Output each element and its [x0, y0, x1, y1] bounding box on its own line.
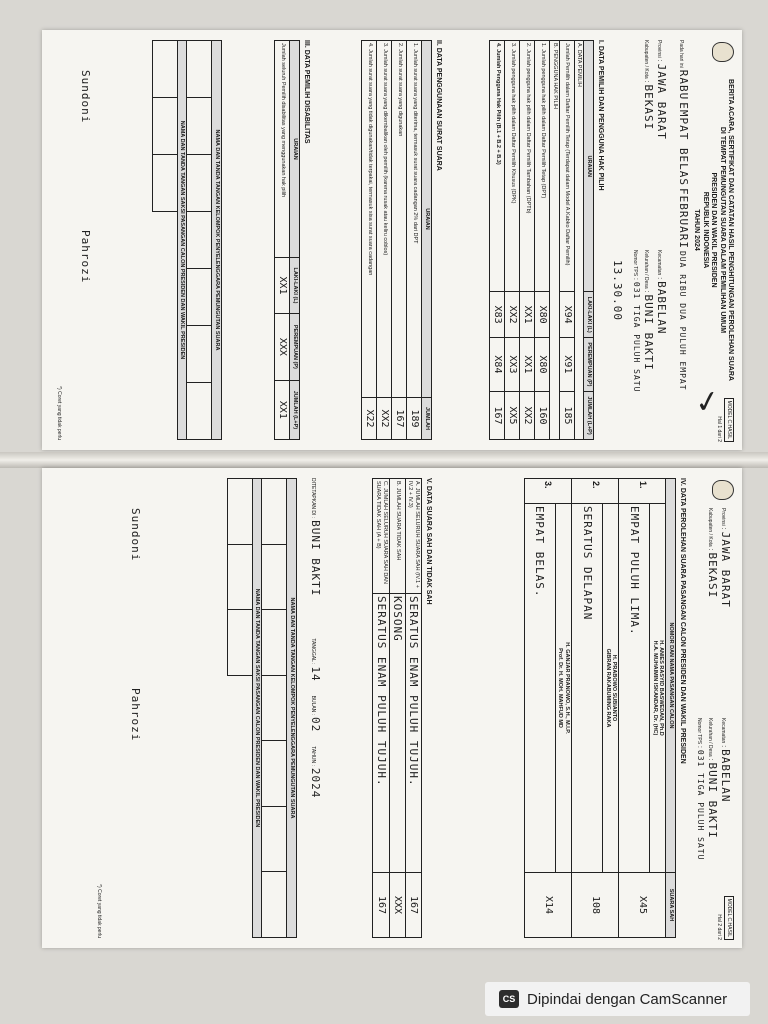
table-row: Jumlah Pemilih dalam Daftar Pemilih Tetap (Terdapat dalam Model A.Kabko Daftar Pemilih) X94 X91 185: [559, 41, 574, 440]
form-page-2-content: [42, 468, 742, 948]
section-5-title: V. DATA SUARA SAH DAN TIDAK SAH: [425, 478, 432, 605]
location-right: Kecamatan : BABELAN Kelurahan / Desa : BUNI BAKTI Nomor TPS : 031 TIGA PULUH SATU: [696, 718, 732, 861]
location-right: Kecamatan : BABELAN Kelurahan / Desa : BUNI BAKTI Nomor TPS : 031 TIGA PULUH SATU: [632, 250, 668, 393]
date-value: EMPAT BELAS: [677, 102, 690, 187]
table-row: B. JUMLAH SUARA TIDAK SAH KOSONG XXX: [389, 479, 405, 938]
signature-kpps: NAMA DAN TANDA TANGAN KELOMPOK PENYELENGGARA PEMUNGUTAN SUARA NAMA DAN TANDA TANGAN SAKSI PASANGAN CALON PRESIDEN DAN WAKIL PRESIDEN: [227, 478, 297, 938]
established-line: DITETAPKAN DI : BUNI BAKTI TANGGAL : 14 BULAN : 02 TAHUN : 2024: [309, 478, 322, 799]
form-code: MODEL C.HASIL: [724, 398, 734, 442]
kpu-logo-icon: [712, 42, 734, 62]
table-voters: URAIAN LAKI-LAKI (L) PEREMPUAN (P) JUMLAH (L+P) A. DATA PEMILIH Jumlah Pemilih dalam Daftar Pemilih Tetap (Terdapat dalam Model A.Kabko Daftar Pemilih) X94 X91 185 B. PENGGUNA HAK PILIH 1. Jumlah pengguna hak pilih dalam Daftar Pemilih Tetap (DPT) X80 X80 160 2. Jumlah pengguna hak pilih dalam Daftar Pemilih Tambahan (DPTb) XX1 XX1 XX2 3. Jumlah pengguna hak pilih dalam Daftar Pemilih Khusus (DPK) XX2 XX3 XX5 4. Jumlah Pengguna Hak Pilih (B.1 + B.2 + B.3) X83 X84 167: [489, 40, 594, 440]
signature-2: Pahrozi: [79, 230, 92, 284]
table-row: Jumlah seluruh Pemilih disabilitas yang menggunakan hak pilih XX1 XXX XX1: [275, 41, 290, 440]
camscanner-icon: CS: [499, 990, 519, 1008]
table-ballots: URAIAN JUMLAH 1. Jumlah surat suara yang diterima, termasuk surat suara cadangan 2% dari DPT 189 2. Jumlah surat suara yang digunakan 167 3. Jumlah surat suara yang dikembalikan oleh pemilih (karena rusak atau keliru coblos) XX2 4. Jumlah surat suara yang tidak digunakan/tidak terpakai, termasuk sisa surat suara cadangan X22: [361, 40, 432, 440]
table-candidates: NOMOR DAN NAMA PASANGAN CALON SUARA SAH 1. H. ANIES RASYID BASWEDAN, Ph.D H.A. MUHAIMIN ISKANDAR, Dr. (HC) X45 EMPAT PULUH LIMA. 2. H. PRABOWO SUBIANTO GIBRAN RAKABUMING RAKA 108 SERATUS DELAPAN 3. H. GANJAR PRANOWO, S.H., M.I.P. Prof. Dr. H. MOH. MAHFUD MD X14 EMPAT BELAS.: [524, 478, 676, 938]
table-row: 4. Jumlah surat suara yang tidak digunakan/tidak terpakai, termasuk sisa surat suara cadangan X22: [362, 41, 377, 440]
section-3-title: III. DATA PEMILIH DISABILITAS: [303, 40, 310, 144]
form-page-1-content: [42, 30, 742, 450]
table-row: 3. H. GANJAR PRANOWO, S.H., M.I.P. Prof. Dr. H. MOH. MAHFUD MD X14: [555, 479, 571, 938]
table-row: 3. Jumlah pengguna hak pilih dalam Daftar Pemilih Khusus (DPK) XX2 XX3 XX5: [505, 41, 520, 440]
location-left: Provinsi : JAWA BARAT Kabupaten / Kota : BEKASI: [705, 508, 732, 608]
section-4-title: IV. DATA PEROLEHAN SUARA PASANGAN CALON PRESIDEN DAN WAKIL PRESIDEN: [679, 478, 686, 764]
table-row: A. JUMLAH SELURUH SUARA SAH (IV.1 + IV.2 + IV.3) SERATUS ENAM PULUH TUJUH. 167: [405, 479, 421, 938]
signature-1: Sundoni: [129, 508, 142, 562]
table-row: 1. Jumlah pengguna hak pilih dalam Daftar Pemilih Tetap (DPT) X80 X80 160: [535, 41, 550, 440]
table-row: 2. Jumlah pengguna hak pilih dalam Daftar Pemilih Tambahan (DPTb) XX1 XX1 XX2: [520, 41, 535, 440]
section-1-title: I. DATA PEMILIH DAN PENGGUNA HAK PILIH: [597, 40, 604, 191]
table-row: 1. Jumlah surat suara yang diterima, termasuk surat suara cadangan 2% dari DPT 189: [407, 41, 422, 440]
paper-fold: [0, 452, 768, 468]
page-number: Hal 1 dari 2: [716, 416, 722, 442]
camscanner-watermark: [485, 982, 750, 1016]
page-number: Hal 2 dari 2: [716, 914, 722, 940]
day-value: RABU: [677, 69, 690, 101]
table-valid-votes: [372, 478, 422, 938]
month-value: FEBRUARI: [677, 188, 690, 249]
table-row: 2. H. PRABOWO SUBIANTO GIBRAN RAKABUMING RAKA 108: [603, 479, 619, 938]
footnote: *) Coret yang tidak perlu: [96, 884, 102, 938]
signature-kpps: NAMA DAN TANDA TANGAN KELOMPOK PENYELENGGARA PEMUNGUTAN SUARA NAMA DAN TANDA TANGAN SAKSI PASANGAN CALON PRESIDEN DAN WAKIL PRESIDEN: [152, 40, 222, 440]
watermark-text: Dipindai dengan CamScanner: [527, 990, 728, 1008]
time-value: 13.30.00: [611, 260, 624, 321]
table-disability: URAIAN LAKI-LAKI (L) PEREMPUAN (P) JUMLAH (L+P) Jumlah seluruh Pemilih disabilitas yang menggunakan hak pilih XX1 XXX XX1: [274, 40, 300, 440]
table-row: 1. H. ANIES RASYID BASWEDAN, Ph.D H.A. MUHAIMIN ISKANDAR, Dr. (HC) X45: [650, 479, 666, 938]
table-row: 2. Jumlah surat suara yang digunakan 167: [392, 41, 407, 440]
year-value: DUA RIBU DUA PULUH EMPAT: [678, 250, 687, 391]
form-code: MODEL C.HASIL: [724, 896, 734, 940]
signature-1: Sundoni: [79, 70, 92, 124]
form-title: BERITA ACARA, SERTIFIKAT DAN CATATAN HASIL PENGHITUNGAN PEROLEHAN SUARA DI TEMPAT PEMUNGUTAN SUARA DALAM PEMILIHAN UMUM PRESIDEN DAN WAKIL PRESIDEN REPUBLIK INDONESIA TAHUN 2024: [693, 79, 734, 381]
signature-2: Pahrozi: [129, 688, 142, 742]
table-row: C. JUMLAH SELURUH SUARA SAH DAN SUARA TIDAK SAH (A + B) SERATUS ENAM PULUH TUJUH. 167: [373, 479, 389, 938]
table-row: 4. Jumlah Pengguna Hak Pilih (B.1 + B.2 + B.3) X83 X84 167: [490, 41, 505, 440]
footnote: *) Coret yang tidak perlu: [56, 386, 62, 440]
checkmark-icon: ✓: [692, 383, 723, 422]
header-intro: Pada hari ini RABU EMPAT BELAS FEBRUARI DUA RIBU DUA PULUH EMPAT: [677, 40, 690, 391]
section-2-title: II. DATA PENGGUNAAN SURAT SUARA: [435, 40, 442, 171]
kpu-logo-icon: [712, 480, 734, 500]
table-row: 3. Jumlah surat suara yang dikembalikan oleh pemilih (karena rusak atau keliru coblos) XX2: [377, 41, 392, 440]
location-left: Provinsi : JAWA BARAT Kabupaten / Kota : BEKASI: [641, 40, 668, 140]
